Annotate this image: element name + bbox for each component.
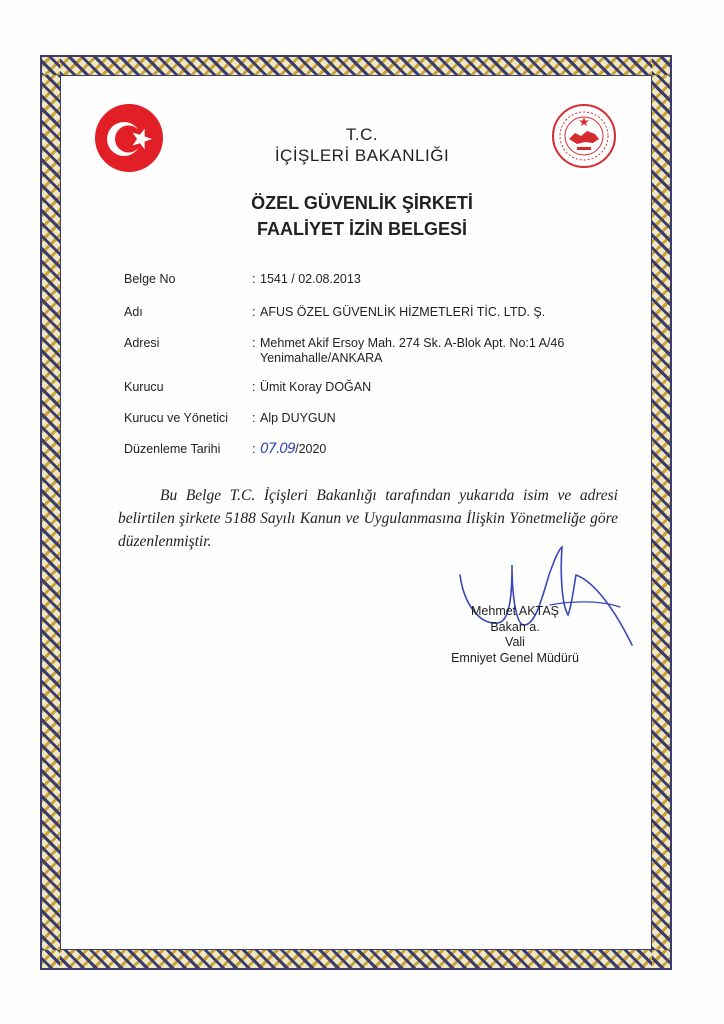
field-colon: : — [252, 272, 256, 286]
field-colon: : — [252, 411, 256, 425]
handwritten-date: 07.09 — [260, 441, 296, 457]
field-label: Belge No — [124, 272, 176, 286]
signatory-block — [430, 604, 600, 666]
signatory-role1: Bakan a. — [490, 619, 540, 634]
field-label: Düzenleme Tarihi — [124, 442, 221, 456]
field-value: 1541 / 02.08.2013 — [260, 272, 361, 286]
field-colon: : — [252, 305, 256, 319]
signatory-role2: Vali — [505, 635, 525, 649]
field-label: Adı — [124, 305, 143, 319]
certificate-statement: Bu Belge T.C. İçişleri Bakanlığı tarafından yukarıda isim ve adresi belirtilen şirkete 5188 Sayılı Kanun ve Uygulanmasına İlişkin Yönetmeliğe göre düzenlenmiştir. — [118, 487, 618, 550]
field-value: Alp DUYGUN — [260, 411, 336, 425]
field-label: Adresi — [124, 336, 160, 350]
header-tc: T.C. — [345, 125, 379, 144]
header-ministry: İÇİŞLERİ BAKANLIĞI — [274, 146, 450, 165]
date-year: /2020 — [295, 442, 327, 456]
field-value — [260, 336, 564, 366]
field-value — [260, 442, 326, 457]
document-title-line1: ÖZEL GÜVENLİK ŞİRKETİ — [251, 193, 473, 213]
field-colon: : — [252, 442, 256, 456]
field-value: Ümit Koray DOĞAN — [260, 380, 372, 394]
address-line2: Yenimahalle/ANKARA — [260, 351, 383, 365]
field-colon: : — [252, 336, 256, 350]
address-line1: Mehmet Akif Ersoy Mah. 274 Sk. A-Blok Apt. No:1 A/46 — [260, 336, 565, 350]
signatory-name: Mehmet AKTAŞ — [471, 604, 559, 618]
signatory-role3: Emniyet Genel Müdürü — [451, 650, 579, 665]
field-value: AFUS ÖZEL GÜVENLİK HİZMETLERİ TİC. LTD. Ş. — [260, 305, 546, 319]
field-colon: : — [252, 380, 256, 394]
field-label: Kurucu — [124, 380, 164, 394]
document-title-line2: FAALİYET İZİN BELGESİ — [256, 219, 467, 239]
field-label: Kurucu ve Yönetici — [124, 411, 228, 425]
